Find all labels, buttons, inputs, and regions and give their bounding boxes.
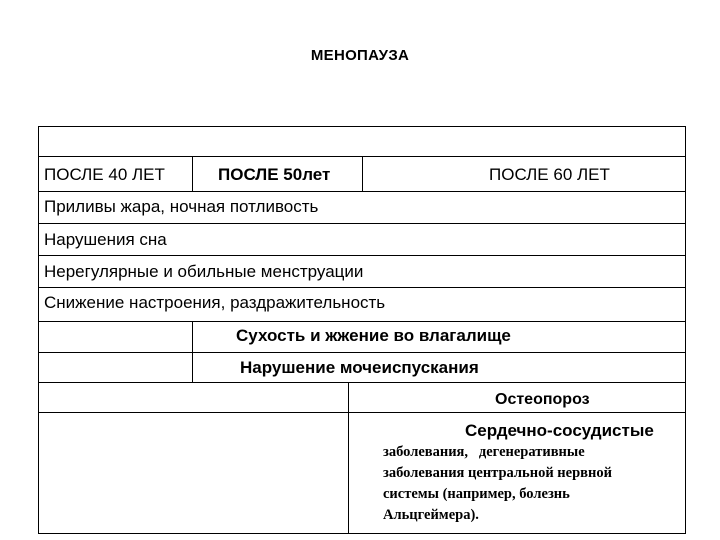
table-border-bottom (38, 533, 686, 534)
table-border-top (38, 126, 686, 127)
row-line (38, 287, 686, 288)
row-line (38, 352, 686, 353)
row-line (38, 412, 686, 413)
header-after-50: ПОСЛЕ 50лет (218, 165, 331, 184)
row-line (38, 321, 686, 322)
page-title: МЕНОПАУЗА (310, 47, 410, 64)
header-after-40: ПОСЛЕ 40 ЛЕТ (44, 165, 165, 184)
symptom-mood: Снижение настроения, раздражительность (44, 293, 386, 312)
symptom-osteoporosis: Остеопороз (495, 391, 590, 408)
col-line (348, 382, 349, 534)
row-line (38, 382, 686, 383)
col-line (192, 156, 193, 191)
symptom-dryness: Сухость и жжение во влагалище (236, 326, 511, 345)
table-border-right (685, 126, 686, 534)
symptom-sleep: Нарушения сна (44, 230, 167, 249)
header-after-60: ПОСЛЕ 60 ЛЕТ (489, 165, 610, 184)
col-line (192, 321, 193, 382)
row-line (38, 223, 686, 224)
row-line (38, 255, 686, 256)
symptom-cardio-line: системы (например, болезнь (383, 486, 570, 502)
symptom-hot-flashes: Приливы жара, ночная потливость (44, 197, 319, 216)
symptom-urination: Нарушение мочеиспускания (240, 358, 479, 377)
menopause-table (38, 126, 686, 534)
symptom-cardio-line: Альцгеймера). (383, 507, 479, 523)
table-border-left (38, 126, 39, 534)
symptom-menstruation: Нерегулярные и обильные менструации (44, 262, 364, 281)
col-line (362, 156, 363, 191)
symptom-cardio-title: Сердечно-сосудистые (465, 421, 654, 440)
symptom-cardio-line: заболевания центральной нервной (383, 465, 612, 481)
symptom-cardio-line: заболевания, дегенеративные (383, 444, 585, 460)
row-line (38, 191, 686, 192)
